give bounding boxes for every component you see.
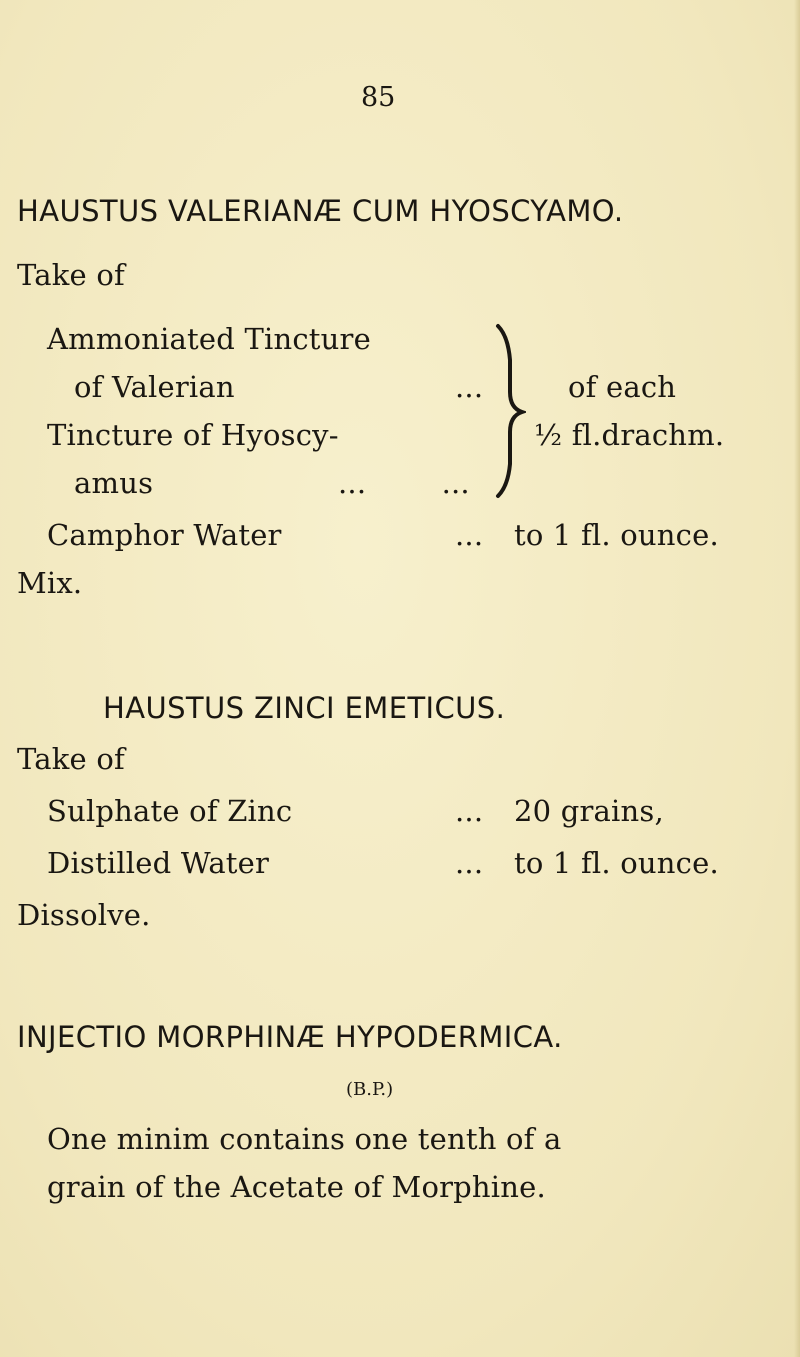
ingredient-amount: 20 grains,	[514, 794, 664, 828]
section-title: HAUSTUS VALERIANÆ CUM HYOSCYAMO.	[17, 194, 624, 228]
directive: Mix.	[17, 566, 83, 600]
page-number: 85	[361, 82, 396, 113]
ingredient-line: of Valerian	[74, 370, 235, 404]
body-line: One minim contains one tenth of a	[47, 1122, 562, 1156]
take-of-label: Take of	[17, 742, 125, 776]
body-line: grain of the Acetate of Morphine.	[47, 1170, 546, 1204]
directive: Dissolve.	[17, 898, 151, 932]
ingredient-line: Distilled Water	[47, 846, 270, 880]
ingredient-line: Ammoniated Tincture	[47, 322, 371, 356]
ingredient-amount: to 1 fl. ounce.	[514, 846, 719, 880]
leader-dots: ...	[455, 518, 484, 552]
section-title: HAUSTUS ZINCI EMETICUS.	[103, 691, 506, 725]
ingredient-line: Sulphate of Zinc	[47, 794, 293, 828]
section-title: INJECTIO MORPHINÆ HYPODERMICA.	[17, 1020, 563, 1054]
curly-brace	[492, 320, 526, 500]
page-edge-shadow	[794, 0, 800, 1357]
ingredient-line: Camphor Water	[47, 518, 282, 552]
brace-note: ½ fl.drachm.	[534, 418, 725, 452]
ingredient-line: amus	[74, 466, 154, 500]
leader-dots: ... ...	[338, 466, 470, 500]
ingredient-amount: to 1 fl. ounce.	[514, 518, 719, 552]
leader-dots: ...	[455, 794, 484, 828]
leader-dots: ...	[455, 846, 484, 880]
leader-dots: ...	[455, 370, 484, 404]
section-subtitle: (B.P.)	[346, 1079, 394, 1100]
take-of-label: Take of	[17, 258, 125, 292]
ingredient-line: Tincture of Hyoscy-	[47, 418, 339, 452]
brace-note: of each	[568, 370, 677, 404]
